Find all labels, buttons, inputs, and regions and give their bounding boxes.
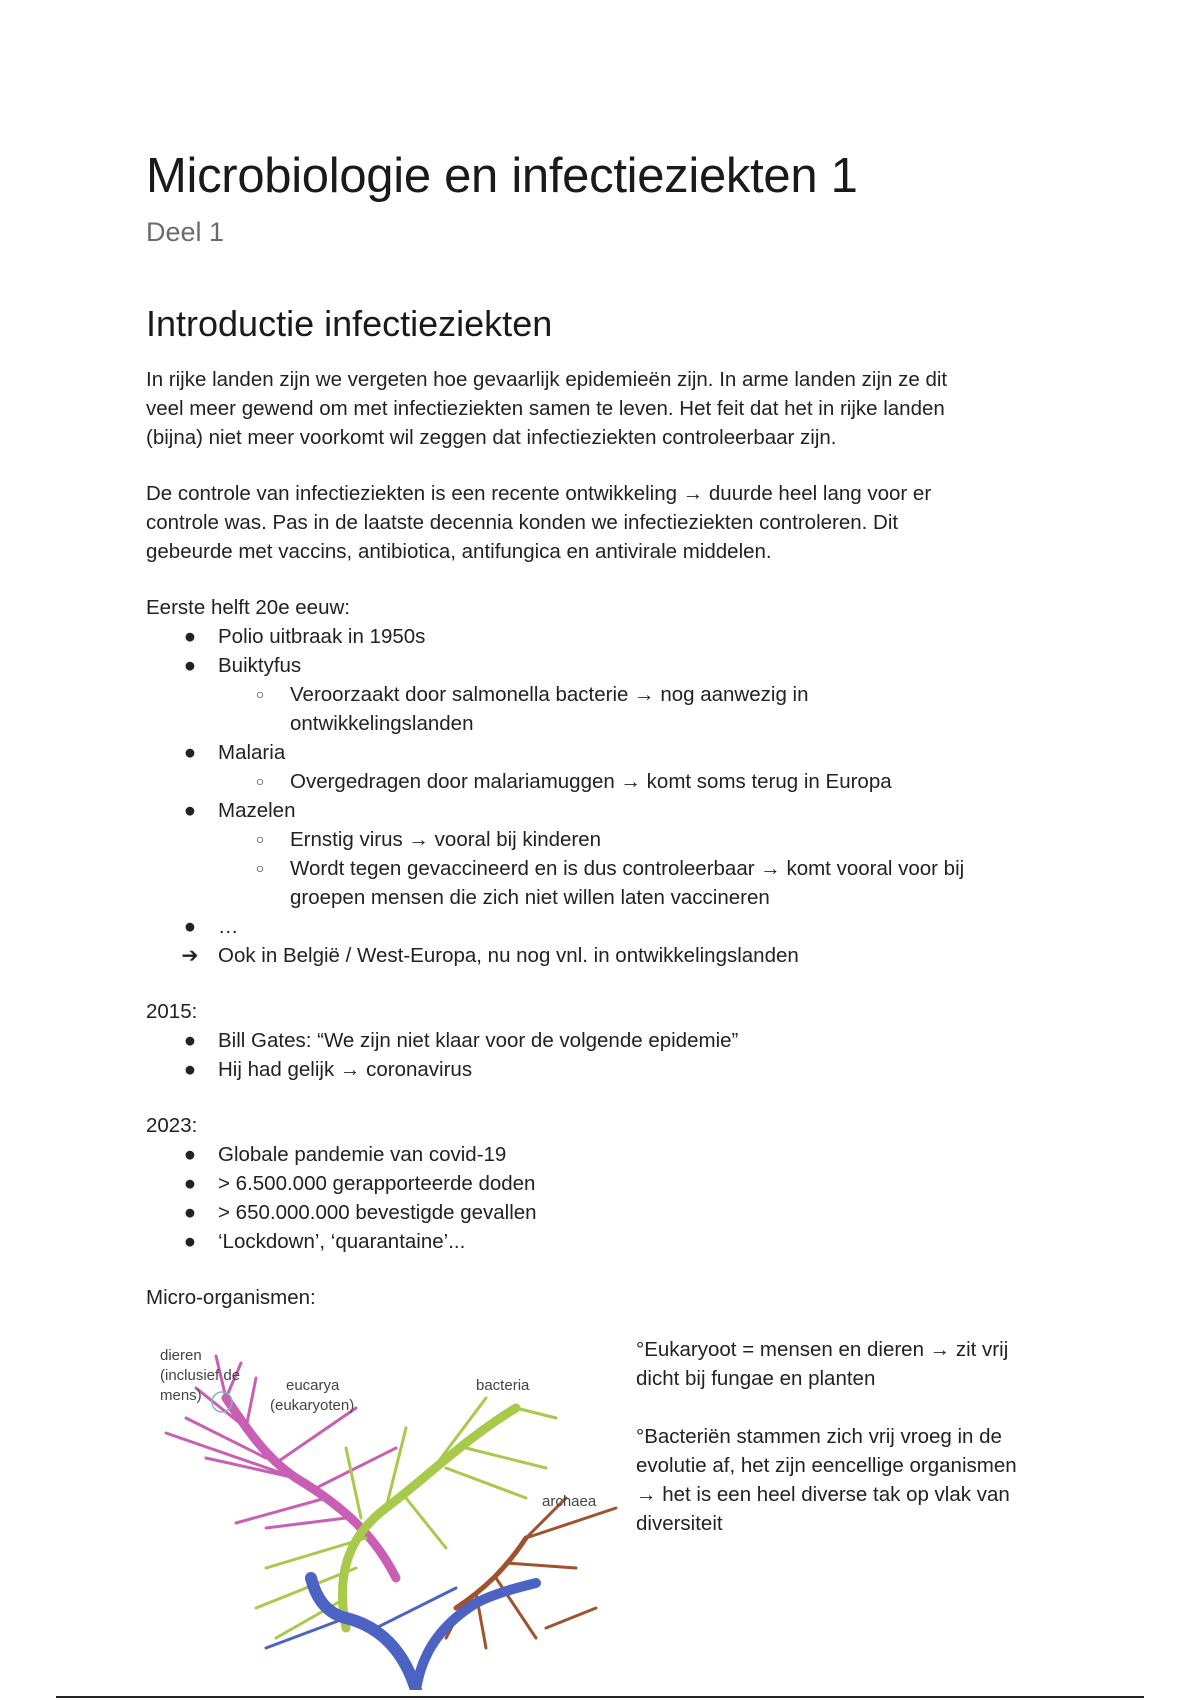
list-item-text: Malaria: [218, 741, 286, 764]
bullet-icon: ○: [255, 831, 265, 847]
paragraph-line: De controle van infectieziekten is een recente ontwikkeling → duurde heel lang voor er: [146, 482, 932, 505]
list-item-text: Ook in België / West-Europa, nu nog vnl. in ontwikkelingslanden: [218, 944, 799, 967]
list-item: [146, 1055, 1046, 1084]
note-eukaryote: [636, 1335, 1066, 1393]
section-heading: Introductie infectieziekten: [146, 303, 553, 344]
eucarya-twig: [266, 1518, 346, 1528]
tree-of-life-diagram: [146, 1338, 626, 1690]
bullet-icon: ●: [183, 654, 197, 677]
year-2015-list: [146, 1026, 1046, 1084]
list-item-text: Polio uitbraak in 1950s: [218, 625, 426, 648]
first-half-list: [146, 622, 1046, 970]
list-item-text: > 650.000.000 bevestigde gevallen: [218, 1201, 537, 1224]
paragraph-line: (bijna) niet meer voorkomt wil zeggen dat infectieziekten controleerbaar zijn.: [146, 426, 837, 449]
bullet-icon: ●: [183, 1230, 197, 1253]
bacteria-twig: [406, 1498, 446, 1548]
bullet-icon: ●: [183, 1058, 197, 1081]
list-item-text: groepen mensen die zich niet willen laten vaccineren: [290, 886, 770, 909]
sub-list-item: [146, 883, 1046, 912]
tree-label-bacteria: bacteria: [476, 1377, 530, 1394]
tree-label-dieren: (inclusief de: [160, 1367, 241, 1384]
bullet-icon: ●: [183, 1201, 197, 1224]
figure-notes: [636, 1335, 1066, 1538]
trunk-branch: [376, 1588, 456, 1628]
list-item: [146, 912, 1046, 941]
eucarya-twig: [316, 1448, 396, 1488]
bacteria-twig: [466, 1448, 546, 1468]
bullet-icon: ●: [183, 1143, 197, 1166]
bullet-icon: ➔: [181, 944, 199, 967]
list-item: [146, 1169, 1046, 1198]
list-item-text: Ernstig virus → vooral bij kinderen: [290, 828, 602, 851]
list-item-text: …: [218, 915, 239, 938]
first-half-label: Eerste helft 20e eeuw:: [146, 596, 350, 619]
list-item-text: Buiktyfus: [218, 654, 302, 677]
sub-list-item: [146, 767, 1046, 796]
bullet-icon: ●: [183, 915, 197, 938]
intro-paragraph-2: [146, 479, 1046, 566]
list-item: [146, 651, 1046, 680]
list-item-text: Veroorzaakt door salmonella bacterie → nog aanwezig in: [290, 683, 809, 706]
note-line: °Eukaryoot = mensen en dieren → zit vrij: [636, 1338, 1009, 1361]
list-item: [146, 1198, 1046, 1227]
bullet-icon: ○: [255, 773, 265, 789]
list-item-text: Bill Gates: “We zijn niet klaar voor de volgende epidemie”: [218, 1029, 739, 1052]
eucarya-twig: [236, 1498, 326, 1523]
list-item-text: ontwikkelingslanden: [290, 712, 474, 735]
document-subtitle: Deel 1: [146, 217, 225, 247]
page-bottom-rule: [56, 1696, 1144, 1698]
bacteria-twig: [516, 1408, 556, 1418]
tree-label-archaea: archaea: [542, 1493, 597, 1510]
paragraph-line: veel meer gewend om met infectieziekten samen te leven. Het feit dat het in rijke landen: [146, 397, 945, 420]
document-title: Microbiologie en infectieziekten 1: [146, 149, 858, 203]
bullet-icon: ●: [183, 741, 197, 764]
list-item-text: Overgedragen door malariamuggen → komt soms terug in Europa: [290, 770, 892, 793]
sub-list-item: [146, 854, 1046, 883]
tree-label-eucarya: eucarya: [286, 1377, 340, 1394]
list-item: [146, 796, 1046, 825]
document-page: [146, 140, 1046, 1312]
list-item-text: Mazelen: [218, 799, 296, 822]
tree-label-dieren: dieren: [160, 1347, 202, 1364]
archaea-twig: [546, 1608, 596, 1628]
eucarya-main-branch: [226, 1398, 396, 1578]
list-item-text: Globale pandemie van covid-19: [218, 1143, 507, 1166]
year-2023-list: [146, 1140, 1046, 1256]
list-item: [146, 1140, 1046, 1169]
bacteria-twig: [346, 1448, 361, 1518]
bacteria-twig: [446, 1468, 526, 1498]
bullet-icon: ○: [255, 686, 265, 702]
bullet-icon: ●: [183, 799, 197, 822]
note-line: diversiteit: [636, 1512, 723, 1535]
eucarya-twig: [196, 1388, 246, 1428]
trunk: [266, 1578, 536, 1690]
year-2015-label: 2015:: [146, 1000, 198, 1023]
tree-label-dieren: mens): [160, 1387, 202, 1404]
paragraph-line: In rijke landen zijn we vergeten hoe gevaarlijk epidemieën zijn. In arme landen zijn ze dit: [146, 368, 948, 391]
list-item-text: Wordt tegen gevaccineerd en is dus controleerbaar → komt vooral voor bij: [290, 857, 965, 880]
tree-of-life-figure: [146, 1338, 626, 1690]
bullet-icon: ●: [183, 1029, 197, 1052]
list-item: [146, 1227, 1046, 1256]
bullet-icon: ●: [183, 1172, 197, 1195]
paragraph-line: controle was. Pas in de laatste decennia konden we infectieziekten controleren. Dit: [146, 511, 899, 534]
note-line: → het is een heel diverse tak op vlak van: [636, 1483, 1010, 1506]
sub-list-item: [146, 680, 1046, 709]
sub-list-item: [146, 825, 1046, 854]
bullet-icon: ●: [183, 625, 197, 648]
eucarya-twig: [276, 1408, 356, 1463]
archaea-branches: [446, 1498, 616, 1648]
note-bacteria: [636, 1422, 1066, 1538]
list-item: [146, 738, 1046, 767]
sub-list-item: [146, 709, 1046, 738]
tree-label-eucarya: (eukaryoten): [270, 1397, 355, 1414]
list-item-text: > 6.500.000 gerapporteerde doden: [218, 1172, 536, 1195]
list-item: [146, 622, 1046, 651]
trunk-main: [311, 1578, 416, 1690]
note-line: °Bacteriën stammen zich vrij vroeg in de: [636, 1425, 1002, 1448]
list-item-text: ‘Lockdown’, ‘quarantaine’...: [218, 1230, 466, 1253]
list-item: [146, 941, 1046, 970]
intro-paragraph-1: [146, 365, 1046, 452]
paragraph-line: gebeurde met vaccins, antibiotica, antifungica en antivirale middelen.: [146, 540, 772, 563]
list-item-text: Hij had gelijk → coronavirus: [218, 1058, 473, 1081]
bullet-icon: ○: [255, 860, 265, 876]
year-2023-label: 2023:: [146, 1114, 198, 1137]
list-item: [146, 1026, 1046, 1055]
eucarya-twig: [246, 1378, 256, 1428]
micro-organisms-label: Micro-organismen:: [146, 1286, 316, 1309]
archaea-twig: [506, 1563, 576, 1568]
note-line: evolutie af, het zijn eencellige organismen: [636, 1454, 1017, 1477]
note-line: dicht bij fungae en planten: [636, 1367, 876, 1390]
